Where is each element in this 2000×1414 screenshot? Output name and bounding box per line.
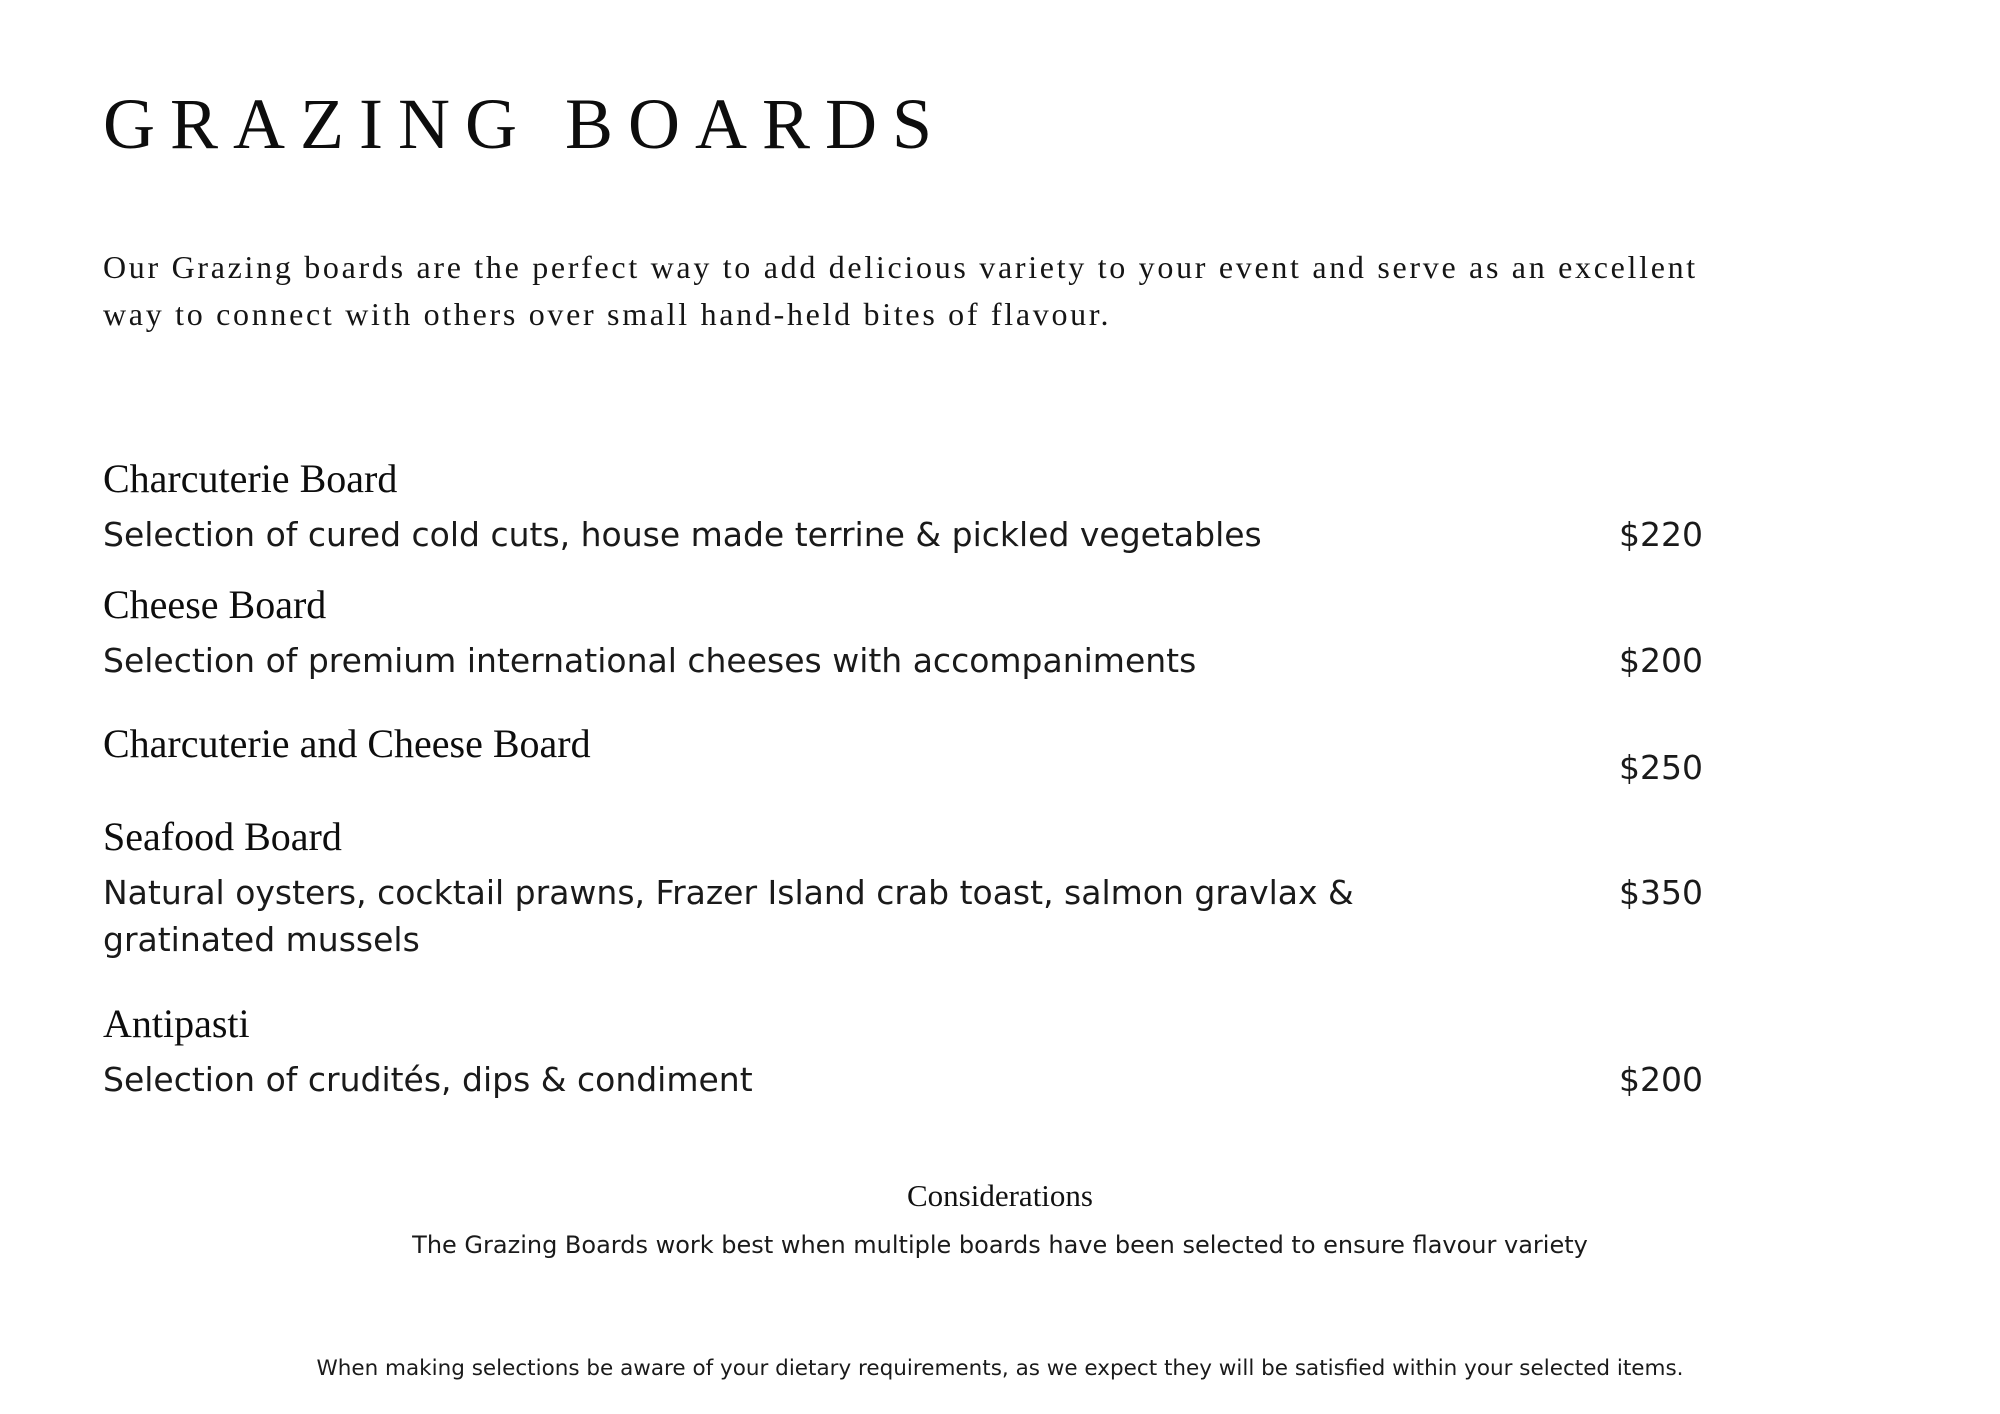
menu-item-charcuterie-board bbox=[103, 456, 1703, 579]
menu-item-description: Selection of cured cold cuts, house made terrine & pickled vegetables bbox=[103, 515, 1262, 554]
menu-item-name: Charcuterie Board bbox=[103, 456, 398, 501]
menu-item-price: $220 bbox=[1619, 515, 1703, 554]
intro-paragraph: Our Grazing boards are the perfect way to add delicious variety to your event and serve as an excellent way to connect with others over small hand-held bites of flavour. bbox=[103, 249, 1698, 332]
menu-item-description: Selection of premium international cheeses with accompaniments bbox=[103, 641, 1197, 680]
dietary-note: When making selections be aware of your dietary requirements, as we expect they will be satisfied within your selected items. bbox=[316, 1356, 1684, 1381]
menu-item-seafood-board bbox=[103, 814, 1703, 959]
menu-item-price: $200 bbox=[1619, 1060, 1703, 1099]
menu-item-price: $250 bbox=[1619, 748, 1703, 787]
menu-item-antipasti bbox=[103, 1001, 1703, 1124]
menu-item-description: Selection of crudités, dips & condiment bbox=[103, 1060, 753, 1099]
considerations-text: The Grazing Boards work best when multiple boards have been selected to ensure flavour variety bbox=[412, 1231, 1588, 1259]
considerations-title: Considerations bbox=[907, 1178, 1093, 1213]
considerations-section bbox=[0, 1180, 2000, 1261]
menu-item-cheese-board bbox=[103, 582, 1703, 705]
menu-item-name: Antipasti bbox=[103, 1001, 250, 1046]
page-title: GRAZING BOARDS bbox=[103, 84, 948, 164]
menu-item-price: $350 bbox=[1619, 873, 1703, 912]
menu-item-description: Natural oysters, cocktail prawns, Frazer Island crab toast, salmon gravlax & gratinated mussels bbox=[103, 873, 1354, 959]
menu-item-price: $200 bbox=[1619, 641, 1703, 680]
menu-item-name: Seafood Board bbox=[103, 814, 342, 859]
menu-item-name: Charcuterie and Cheese Board bbox=[103, 721, 591, 766]
menu-item-name: Cheese Board bbox=[103, 582, 327, 627]
